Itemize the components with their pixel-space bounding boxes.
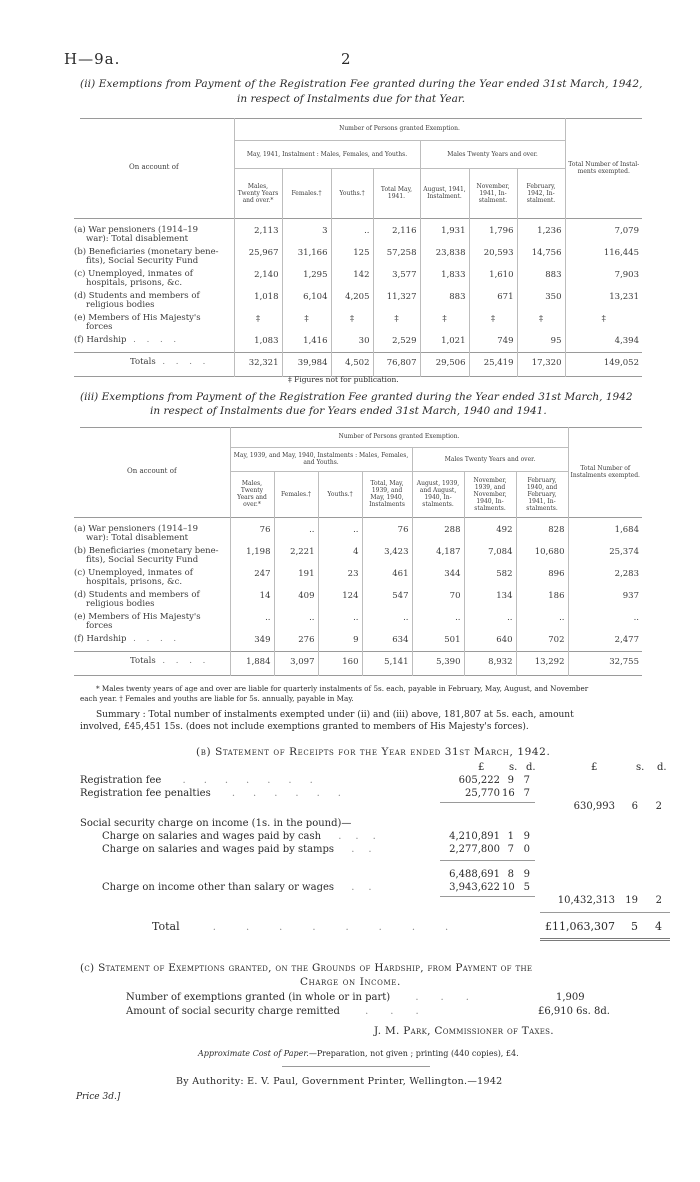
header-col: November, 1941, Instalment. — [469, 168, 517, 218]
header-col: November, 1939, and November, 1940, Instalments. — [464, 471, 516, 517]
col-pound: £ — [478, 762, 485, 773]
receipts-title: (b) Statement of Receipts for the Year ended 31st March, 1942. — [196, 746, 551, 758]
exemptions-amount: Amount of social security charge remitted ... £6,910 6s. 8d. — [126, 1006, 610, 1017]
header-col: Total, May, 1939, and May, 1940, Instalments — [362, 471, 412, 517]
receipt-cash: Charge on salaries and wages paid by cash ... 4,210,891 1 9 — [102, 831, 530, 842]
header-col: Males, Twenty Years and over.* — [234, 168, 282, 218]
header-col: Youths.† — [331, 168, 373, 218]
rule — [540, 938, 670, 941]
header-col: February, 1940, and February, 1941, Instalments. — [516, 471, 568, 517]
col-shilling: s. — [636, 762, 645, 773]
table-iii — [74, 427, 642, 676]
section-iii-subtitle: in respect of Instalments due for Years ended 31st March, 1940 and 1941. — [150, 405, 547, 417]
table-row: (b) Beneficiaries (monetary bene- fits), Social Security Fund 1,198 2,221 4 3,423 4,187 7,084 10,680 25,374 — [74, 547, 642, 569]
col-pence: d. — [526, 762, 536, 773]
header-col: August, 1941, Instalment. — [420, 168, 469, 218]
page-number: 2 — [341, 50, 351, 68]
header-total-instalments: Total Number of Instalments exempted. — [565, 118, 642, 218]
table-row: (c) Unemployed, inmates of hospitals, prisons, &c. 2,140 1,295 142 3,577 1,833 1,610 883 7,903 — [74, 270, 642, 292]
table-row: (a) War pensioners (1914–19 war): Total disablement 2,113 3 .. 2,116 1,931 1,796 1,236 7,079 — [74, 226, 642, 248]
footnote-males: * Males twenty years of age and over are liable for quarterly instalments of 5s. each, payable in February, May, August, and November — [96, 684, 589, 693]
header-on-account: On account of — [126, 467, 177, 476]
header-total-instalments: Total Number of Instalments exempted. — [568, 427, 642, 517]
header-group-may: May, 1941, Instalment : Males, Females, and Youths. — [234, 140, 420, 168]
table-ii — [74, 118, 642, 377]
rule — [282, 1066, 430, 1067]
rule — [540, 912, 670, 913]
table-row: (d) Students and members of religious bodies 1,018 6,104 4,205 11,327 883 671 350 13,231 — [74, 292, 642, 314]
header-col: February, 1942, Instalment. — [517, 168, 565, 218]
section-ii-title: (ii) Exemptions from Payment of the Registration Fee granted during the Year ended 31st March, 1942, — [80, 78, 643, 90]
receipt-total: Total ........ £11,063,307 5 4 — [152, 920, 662, 933]
table-row: (f) Hardship . . . . 1,083 1,416 30 2,529 1,021 749 95 4,394 — [74, 336, 642, 352]
header-col: Females.† — [274, 471, 318, 517]
header-col: Youths.† — [318, 471, 362, 517]
table-row: (c) Unemployed, inmates of hospitals, prisons, &c. 247 191 23 461 344 582 896 2,283 — [74, 569, 642, 591]
table-row: (e) Members of His Majesty's forces ‡ ‡ ‡ ‡ ‡ ‡ ‡ ‡ — [74, 314, 642, 336]
summary-line2: involved, £45,451 15s. (does not include exemptions granted to members of His Majesty's forces). — [80, 722, 529, 732]
exemptions-number: Number of exemptions granted (in whole or in part) ... 1,909 — [126, 992, 585, 1003]
table-row: (f) Hardship . . . . 349 276 9 634 501 640 702 2,477 — [74, 635, 642, 651]
totals-row: Totals . . . . 32,321 39,984 4,502 76,807 29,506 25,419 17,320 149,052 — [74, 352, 642, 376]
table-row: (d) Students and members of religious bodies 14 409 124 547 70 134 186 937 — [74, 591, 642, 613]
header-number-granted: Number of Persons granted Exemption. — [234, 118, 565, 140]
receipt-registration-fee: Registration fee ....... 605,222 9 7 — [80, 775, 530, 786]
exemptions-subtitle: Charge on Income. — [300, 976, 401, 988]
social-security-heading: Social security charge on income (1s. in the pound)— — [80, 818, 352, 829]
header-group-males: Males Twenty Years and over. — [420, 140, 565, 168]
footnote-figures: ‡ Figures not for publication. — [288, 375, 399, 384]
header-col: Males, Twenty Years and over.* — [230, 471, 274, 517]
signature: J. M. Park, Commissioner of Taxes. — [374, 1025, 554, 1037]
header-number-granted: Number of Persons granted Exemption. — [230, 427, 568, 447]
exemptions-title: (c) Statement of Exemptions granted, on the Grounds of Hardship, from Payment of the — [80, 962, 533, 974]
header-group-males: Males Twenty Years and over. — [412, 447, 568, 471]
section-ii-subtitle: in respect of Instalments due for that Year. — [237, 93, 466, 105]
header-col: Total May, 1941. — [373, 168, 420, 218]
receipt-other-income: Charge on income other than salary or wages .. 3,943,622 10 5 — [102, 882, 530, 893]
col-shilling: s. — [509, 762, 518, 773]
table-row: (e) Members of His Majesty's forces .. .. .. .. .. .. .. .. — [74, 613, 642, 635]
header-group-may: May, 1939, and May, 1940, Instalments : Males, Females, and Youths. — [230, 447, 412, 471]
footnote-females: each year. † Females and youths are liable for 5s. annually, payable in May. — [80, 694, 354, 703]
header-on-account: On account of — [128, 163, 179, 172]
summary-line1: Summary : Total number of instalments exempted under (ii) and (iii) above, 181,807 at 5s. each, amount — [96, 710, 574, 720]
rule — [440, 860, 535, 861]
col-pound: £ — [591, 762, 598, 773]
header-col: August, 1939, and August, 1940, Instalments. — [412, 471, 464, 517]
rule — [440, 896, 535, 897]
cost-note: Approximate Cost of Paper.—Preparation, not given ; printing (440 copies), £4. — [198, 1049, 519, 1058]
header-col: Females.† — [282, 168, 331, 218]
price: Price 3d.] — [76, 1092, 121, 1102]
rule — [440, 802, 535, 803]
col-pence: d. — [657, 762, 667, 773]
page-ref: H—9a. — [64, 50, 121, 68]
section-iii-title: (iii) Exemptions from Payment of the Registration Fee granted during the Year ended 31st March, 1942 — [80, 391, 633, 403]
receipt-registration-penalties: Registration fee penalties ...... 25,770 16 7 — [80, 788, 530, 799]
table-row: (a) War pensioners (1914–19 war): Total disablement 76 .. .. 76 288 492 828 1,684 — [74, 525, 642, 547]
receipt-stamps: Charge on salaries and wages paid by stamps .. 2,277,800 7 0 — [102, 844, 530, 855]
table-row: (b) Beneficiaries (monetary bene- fits), Social Security Fund 25,967 31,166 125 57,258 23,838 20,593 14,756 116,445 — [74, 248, 642, 270]
authority-line: By Authority: E. V. Paul, Government Printer, Wellington.—1942 — [176, 1076, 503, 1087]
totals-row: Totals . . . . 1,884 3,097 160 5,141 5,390 8,932 13,292 32,755 — [74, 651, 642, 675]
